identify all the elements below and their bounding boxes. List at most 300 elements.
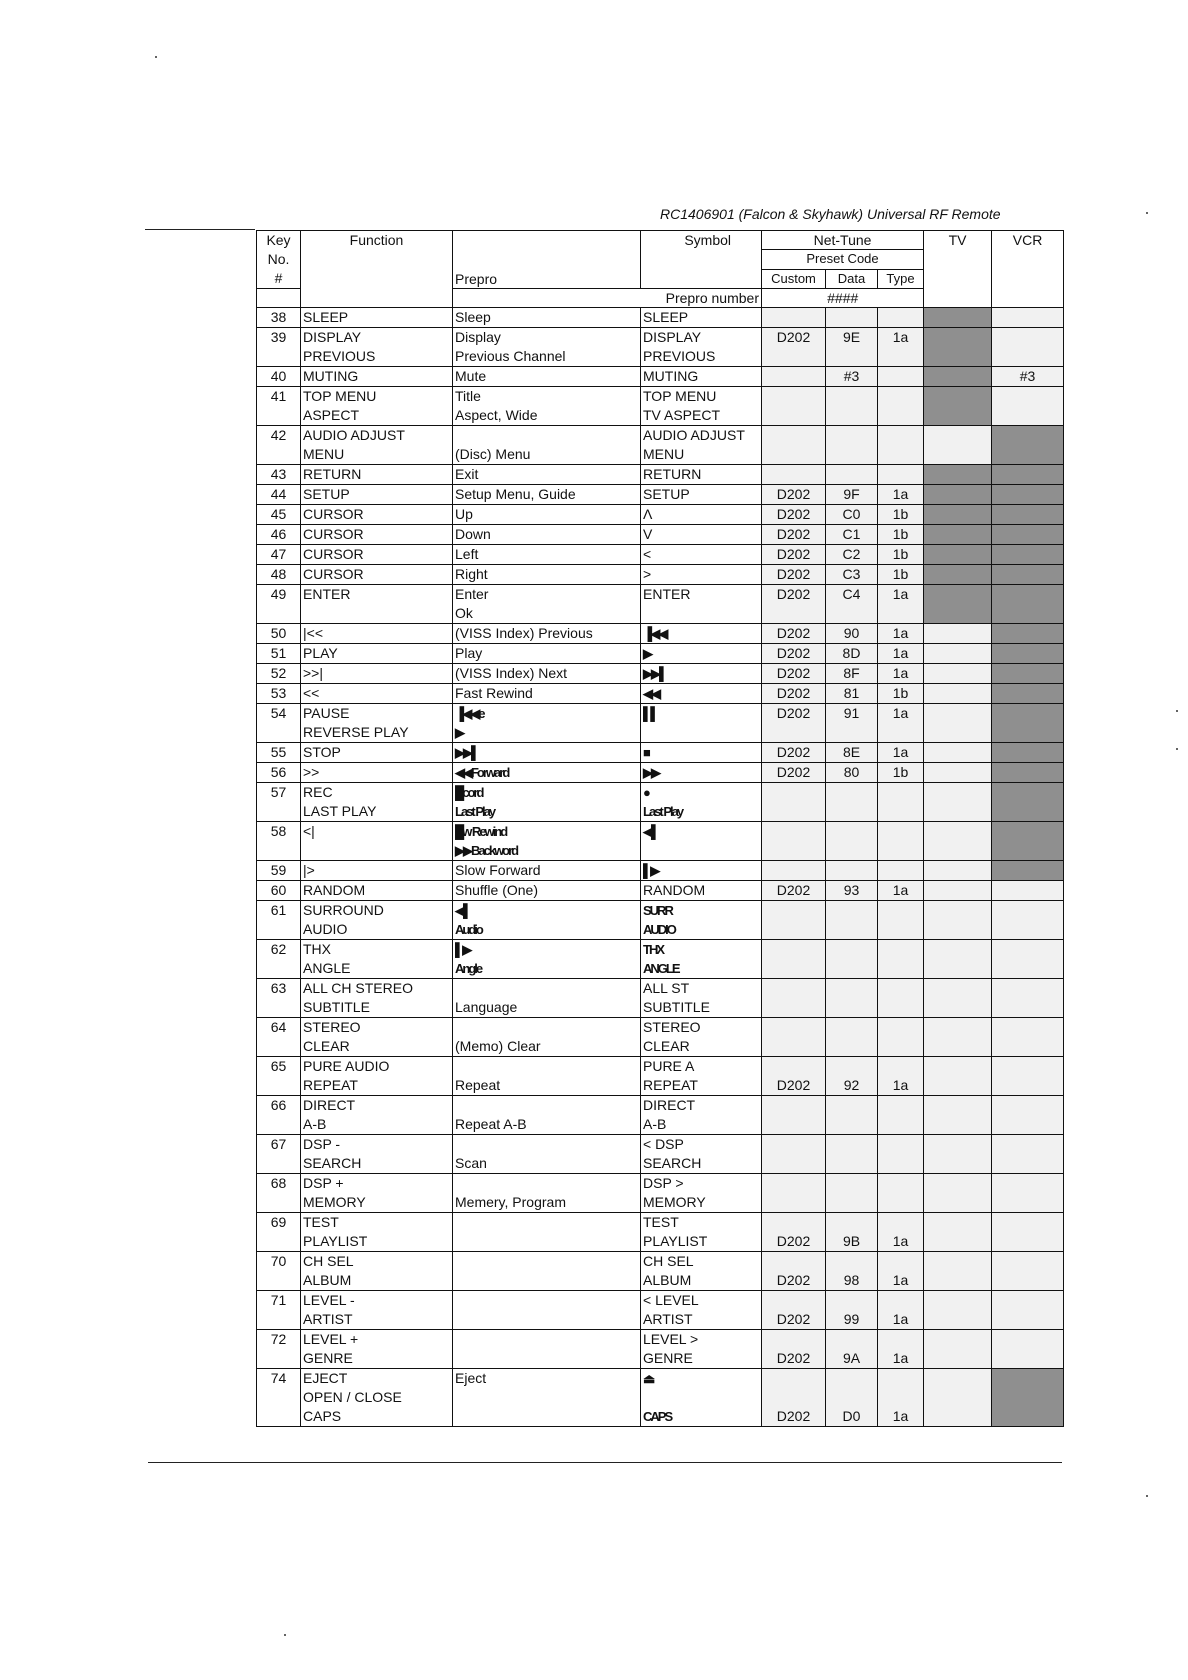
table-row — [257, 664, 1064, 684]
type-cell — [878, 1135, 924, 1174]
scan-speck — [1176, 710, 1178, 712]
tv-cell — [924, 1291, 992, 1330]
key-cell: 72 — [257, 1330, 301, 1369]
tv-cell — [924, 505, 992, 525]
table-row — [257, 704, 1064, 743]
symbol-cell: ▶▶ — [641, 763, 762, 783]
scan-speck — [1146, 212, 1148, 214]
function-cell: SURROUND AUDIO — [301, 901, 453, 940]
custom-cell — [762, 783, 826, 822]
custom-column-header: Custom — [762, 269, 826, 288]
symbol-cell: Λ — [641, 505, 762, 525]
custom-cell: D202 — [762, 1330, 826, 1369]
data-cell: 90 — [826, 624, 878, 644]
prepro-cell: ▌▶ Angle — [453, 940, 641, 979]
symbol-cell: ◀◀ — [641, 684, 762, 704]
prepro-cell: █cord Last Play — [453, 783, 641, 822]
custom-cell: D202 — [762, 585, 826, 624]
type-cell — [878, 1174, 924, 1213]
table-row — [257, 763, 1064, 783]
data-cell — [826, 1135, 878, 1174]
table-row — [257, 585, 1064, 624]
type-cell — [878, 367, 924, 387]
data-cell: 9F — [826, 485, 878, 505]
prepro-cell: Eject — [453, 1369, 641, 1427]
function-cell: DSP - SEARCH — [301, 1135, 453, 1174]
key-cell: 69 — [257, 1213, 301, 1252]
prepro-cell — [453, 1252, 641, 1291]
bottom-rule — [148, 1462, 1062, 1463]
type-cell — [878, 308, 924, 328]
table-row — [257, 1291, 1064, 1330]
table-row — [257, 505, 1064, 525]
custom-cell: D202 — [762, 664, 826, 684]
table-row — [257, 1369, 1064, 1427]
type-cell: 1b — [878, 684, 924, 704]
function-cell: STOP — [301, 743, 453, 763]
tv-cell — [924, 861, 992, 881]
key-column-header: Key No. # — [257, 231, 301, 289]
tv-cell — [924, 940, 992, 979]
function-cell: TEST PLAYLIST — [301, 1213, 453, 1252]
table-row — [257, 1174, 1064, 1213]
symbol-cell: LEVEL > GENRE — [641, 1330, 762, 1369]
prepro-cell: Language — [453, 979, 641, 1018]
vcr-cell — [992, 1291, 1064, 1330]
type-cell — [878, 426, 924, 465]
vcr-cell — [992, 940, 1064, 979]
hash-header: #### — [762, 289, 924, 308]
table-row — [257, 565, 1064, 585]
type-cell: 1a — [878, 743, 924, 763]
data-cell: 80 — [826, 763, 878, 783]
tv-cell — [924, 485, 992, 505]
vcr-cell — [992, 328, 1064, 367]
vcr-cell — [992, 1369, 1064, 1427]
table-row — [257, 743, 1064, 763]
prepro-cell: Scan — [453, 1135, 641, 1174]
symbol-cell: > — [641, 565, 762, 585]
prepro-cell: Exit — [453, 465, 641, 485]
prepro-cell — [453, 1213, 641, 1252]
symbol-cell: ALL ST SUBTITLE — [641, 979, 762, 1018]
type-cell: 1b — [878, 525, 924, 545]
vcr-cell — [992, 505, 1064, 525]
type-cell: 1a — [878, 1213, 924, 1252]
symbol-cell: PURE A REPEAT — [641, 1057, 762, 1096]
custom-cell: D202 — [762, 328, 826, 367]
type-cell: 1a — [878, 881, 924, 901]
function-cell: PAUSE REVERSE PLAY — [301, 704, 453, 743]
function-cell: >> — [301, 763, 453, 783]
table-row — [257, 644, 1064, 664]
tv-cell — [924, 1174, 992, 1213]
symbol-cell: < — [641, 545, 762, 565]
custom-cell — [762, 901, 826, 940]
type-cell: 1a — [878, 664, 924, 684]
function-cell: CH SEL ALBUM — [301, 1252, 453, 1291]
type-cell — [878, 901, 924, 940]
vcr-cell — [992, 822, 1064, 861]
custom-cell: D202 — [762, 704, 826, 743]
function-cell: REC LAST PLAY — [301, 783, 453, 822]
key-cell: 63 — [257, 979, 301, 1018]
data-cell: C2 — [826, 545, 878, 565]
function-column-header: Function — [301, 231, 453, 308]
vcr-cell — [992, 644, 1064, 664]
table-row — [257, 1057, 1064, 1096]
prepro-cell: ▶▶▌ — [453, 743, 641, 763]
function-cell: CURSOR — [301, 505, 453, 525]
type-cell: 1a — [878, 485, 924, 505]
type-cell: 1a — [878, 1252, 924, 1291]
symbol-cell: ▌▌ — [641, 704, 762, 743]
symbol-cell: ▶ — [641, 644, 762, 664]
vcr-cell — [992, 1174, 1064, 1213]
function-cell: EJECT OPEN / CLOSE CAPS — [301, 1369, 453, 1427]
function-cell: DIRECT A-B — [301, 1096, 453, 1135]
tv-cell — [924, 664, 992, 684]
table-row — [257, 426, 1064, 465]
table-row — [257, 387, 1064, 426]
vcr-cell — [992, 743, 1064, 763]
tv-cell — [924, 979, 992, 1018]
type-cell — [878, 940, 924, 979]
vcr-cell — [992, 545, 1064, 565]
prepro-cell: (VISS Index) Next — [453, 664, 641, 684]
tv-cell — [924, 763, 992, 783]
symbol-column-header: Symbol — [641, 231, 762, 289]
tv-cell — [924, 545, 992, 565]
key-cell: 58 — [257, 822, 301, 861]
type-cell: 1b — [878, 565, 924, 585]
scan-speck — [284, 1634, 286, 1636]
symbol-cell: SETUP — [641, 485, 762, 505]
key-cell: 70 — [257, 1252, 301, 1291]
prepro-cell: ▐◀◀e ▶ — [453, 704, 641, 743]
key-cell: 41 — [257, 387, 301, 426]
vcr-cell — [992, 485, 1064, 505]
custom-cell: D202 — [762, 1057, 826, 1096]
custom-cell: D202 — [762, 1213, 826, 1252]
vcr-cell — [992, 1096, 1064, 1135]
custom-cell: D202 — [762, 565, 826, 585]
function-cell: << — [301, 684, 453, 704]
key-cell: 53 — [257, 684, 301, 704]
tv-cell — [924, 1369, 992, 1427]
custom-cell — [762, 940, 826, 979]
data-cell: 99 — [826, 1291, 878, 1330]
key-cell: 60 — [257, 881, 301, 901]
prepro-cell: Repeat A-B — [453, 1096, 641, 1135]
vcr-cell — [992, 465, 1064, 485]
vcr-cell — [992, 624, 1064, 644]
data-cell: 8F — [826, 664, 878, 684]
table-row — [257, 1252, 1064, 1291]
prepro-cell: Title Aspect, Wide — [453, 387, 641, 426]
type-cell: 1a — [878, 585, 924, 624]
vcr-cell — [992, 1213, 1064, 1252]
tv-cell — [924, 565, 992, 585]
scan-speck — [1146, 1495, 1148, 1497]
function-cell: LEVEL + GENRE — [301, 1330, 453, 1369]
data-cell — [826, 979, 878, 1018]
tv-cell — [924, 1018, 992, 1057]
symbol-cell: RETURN — [641, 465, 762, 485]
tv-cell — [924, 308, 992, 328]
symbol-cell: < LEVEL ARTIST — [641, 1291, 762, 1330]
custom-cell — [762, 1174, 826, 1213]
type-cell — [878, 822, 924, 861]
type-cell: 1b — [878, 763, 924, 783]
key-cell: 61 — [257, 901, 301, 940]
prepro-cell: Fast Rewind — [453, 684, 641, 704]
symbol-cell: DISPLAY PREVIOUS — [641, 328, 762, 367]
type-cell — [878, 1096, 924, 1135]
data-cell — [826, 1096, 878, 1135]
custom-cell: D202 — [762, 505, 826, 525]
symbol-cell: ▶▶▌ — [641, 664, 762, 684]
key-cell: 67 — [257, 1135, 301, 1174]
type-cell — [878, 861, 924, 881]
type-cell — [878, 465, 924, 485]
data-cell: 8E — [826, 743, 878, 763]
symbol-cell: ■ — [641, 743, 762, 763]
custom-cell: D202 — [762, 624, 826, 644]
prepro-cell — [453, 1330, 641, 1369]
symbol-cell: CH SEL ALBUM — [641, 1252, 762, 1291]
symbol-cell: RANDOM — [641, 881, 762, 901]
data-cell — [826, 465, 878, 485]
table-row — [257, 783, 1064, 822]
scan-speck — [155, 56, 157, 58]
key-cell: 57 — [257, 783, 301, 822]
type-cell — [878, 1018, 924, 1057]
key-cell: 62 — [257, 940, 301, 979]
table-header — [257, 231, 1064, 308]
data-cell: 9A — [826, 1330, 878, 1369]
type-cell: 1a — [878, 1369, 924, 1427]
custom-cell — [762, 387, 826, 426]
type-cell — [878, 387, 924, 426]
custom-cell: D202 — [762, 881, 826, 901]
data-cell: 98 — [826, 1252, 878, 1291]
function-cell: >>| — [301, 664, 453, 684]
data-cell — [826, 901, 878, 940]
data-cell — [826, 387, 878, 426]
symbol-cell: DSP > MEMORY — [641, 1174, 762, 1213]
function-cell: CURSOR — [301, 525, 453, 545]
tv-cell — [924, 1252, 992, 1291]
custom-cell: D202 — [762, 1252, 826, 1291]
custom-cell: D202 — [762, 743, 826, 763]
key-cell: 43 — [257, 465, 301, 485]
table-row — [257, 979, 1064, 1018]
table-row — [257, 308, 1064, 328]
function-cell: |<< — [301, 624, 453, 644]
table-body — [257, 308, 1064, 1427]
data-cell: C1 — [826, 525, 878, 545]
prepro-cell: Play — [453, 644, 641, 664]
vcr-cell — [992, 426, 1064, 465]
vcr-cell — [992, 1057, 1064, 1096]
custom-cell — [762, 308, 826, 328]
type-cell: 1a — [878, 1057, 924, 1096]
vcr-cell — [992, 1252, 1064, 1291]
table-row — [257, 1135, 1064, 1174]
vcr-cell — [992, 881, 1064, 901]
tv-cell — [924, 1213, 992, 1252]
key-cell: 50 — [257, 624, 301, 644]
symbol-cell: THX ANGLE — [641, 940, 762, 979]
prepro-cell: Down — [453, 525, 641, 545]
key-cell: 44 — [257, 485, 301, 505]
prepro-column-header: Prepro — [453, 231, 641, 289]
function-cell: SLEEP — [301, 308, 453, 328]
prepro-cell: Memery, Program — [453, 1174, 641, 1213]
function-cell: |> — [301, 861, 453, 881]
prepro-cell: Repeat — [453, 1057, 641, 1096]
key-cell: 65 — [257, 1057, 301, 1096]
data-cell: 9E — [826, 328, 878, 367]
vcr-cell — [992, 979, 1064, 1018]
function-cell: SETUP — [301, 485, 453, 505]
top-rule — [145, 229, 255, 230]
vcr-cell — [992, 1135, 1064, 1174]
function-cell: LEVEL - ARTIST — [301, 1291, 453, 1330]
tv-cell — [924, 684, 992, 704]
key-cell: 56 — [257, 763, 301, 783]
table-row — [257, 822, 1064, 861]
prepro-cell: Slow Forward — [453, 861, 641, 881]
vcr-cell — [992, 1330, 1064, 1369]
type-cell: 1b — [878, 545, 924, 565]
key-cell: 46 — [257, 525, 301, 545]
symbol-cell: < DSP SEARCH — [641, 1135, 762, 1174]
type-cell: 1a — [878, 1291, 924, 1330]
function-cell: ENTER — [301, 585, 453, 624]
key-cell: 66 — [257, 1096, 301, 1135]
custom-cell: D202 — [762, 684, 826, 704]
custom-cell — [762, 861, 826, 881]
prepro-cell — [453, 1291, 641, 1330]
type-cell: 1a — [878, 644, 924, 664]
function-cell: THX ANGLE — [301, 940, 453, 979]
function-cell: STEREO CLEAR — [301, 1018, 453, 1057]
tv-cell — [924, 328, 992, 367]
vcr-cell — [992, 1018, 1064, 1057]
symbol-cell: ◀▌ — [641, 822, 762, 861]
symbol-cell: DIRECT A-B — [641, 1096, 762, 1135]
table-row — [257, 901, 1064, 940]
vcr-cell — [992, 387, 1064, 426]
vcr-cell — [992, 763, 1064, 783]
symbol-cell: V — [641, 525, 762, 545]
key-cell: 54 — [257, 704, 301, 743]
type-cell: 1a — [878, 624, 924, 644]
data-cell: C0 — [826, 505, 878, 525]
key-cell: 48 — [257, 565, 301, 585]
data-cell: 91 — [826, 704, 878, 743]
vcr-cell — [992, 565, 1064, 585]
data-cell: 8D — [826, 644, 878, 664]
tv-column-header: TV — [924, 231, 992, 308]
type-column-header: Type — [878, 269, 924, 288]
tv-cell — [924, 465, 992, 485]
key-cell: 64 — [257, 1018, 301, 1057]
table-row — [257, 485, 1064, 505]
key-cell: 52 — [257, 664, 301, 684]
data-cell — [826, 940, 878, 979]
tv-cell — [924, 387, 992, 426]
symbol-cell: ▐◀◀ — [641, 624, 762, 644]
vcr-cell: #3 — [992, 367, 1064, 387]
vcr-cell — [992, 861, 1064, 881]
symbol-cell: ▌▶ — [641, 861, 762, 881]
custom-cell: D202 — [762, 763, 826, 783]
vcr-cell — [992, 585, 1064, 624]
data-cell: 81 — [826, 684, 878, 704]
function-cell: DISPLAY PREVIOUS — [301, 328, 453, 367]
custom-cell — [762, 465, 826, 485]
function-cell: AUDIO ADJUST MENU — [301, 426, 453, 465]
table-row — [257, 525, 1064, 545]
key-cell: 39 — [257, 328, 301, 367]
custom-cell — [762, 1096, 826, 1135]
type-cell: 1a — [878, 328, 924, 367]
vcr-cell — [992, 704, 1064, 743]
symbol-cell: STEREO CLEAR — [641, 1018, 762, 1057]
prepro-cell: Left — [453, 545, 641, 565]
preset-code-header: Preset Code — [762, 250, 924, 269]
custom-cell — [762, 979, 826, 1018]
table-row — [257, 367, 1064, 387]
tv-cell — [924, 822, 992, 861]
symbol-cell: ● Last Play — [641, 783, 762, 822]
table-row — [257, 328, 1064, 367]
symbol-cell: TOP MENU TV ASPECT — [641, 387, 762, 426]
prepro-number-header: Prepro number — [453, 289, 762, 308]
key-cell: 49 — [257, 585, 301, 624]
nettune-header: Net-Tune — [762, 231, 924, 250]
custom-cell: D202 — [762, 1369, 826, 1427]
key-cell: 38 — [257, 308, 301, 328]
data-column-header: Data — [826, 269, 878, 288]
table-row — [257, 465, 1064, 485]
function-cell: RETURN — [301, 465, 453, 485]
prepro-cell: Display Previous Channel — [453, 328, 641, 367]
prepro-cell: █w Rewind ▶▶Backword — [453, 822, 641, 861]
tv-cell — [924, 644, 992, 664]
table-row — [257, 1330, 1064, 1369]
type-cell: 1a — [878, 1330, 924, 1369]
function-cell: CURSOR — [301, 545, 453, 565]
tv-cell — [924, 901, 992, 940]
tv-cell — [924, 367, 992, 387]
key-cell: 51 — [257, 644, 301, 664]
table-row — [257, 940, 1064, 979]
vcr-cell — [992, 901, 1064, 940]
table-row — [257, 684, 1064, 704]
prepro-cell: Shuffle (One) — [453, 881, 641, 901]
data-cell: C4 — [826, 585, 878, 624]
symbol-cell: MUTING — [641, 367, 762, 387]
symbol-cell: TEST PLAYLIST — [641, 1213, 762, 1252]
document-header: RC1406901 (Falcon & Skyhawk) Universal RF Remote — [660, 206, 1001, 222]
prepro-cell: ◀▌ Audio — [453, 901, 641, 940]
prepro-cell: ◀◀Forward — [453, 763, 641, 783]
vcr-cell — [992, 684, 1064, 704]
